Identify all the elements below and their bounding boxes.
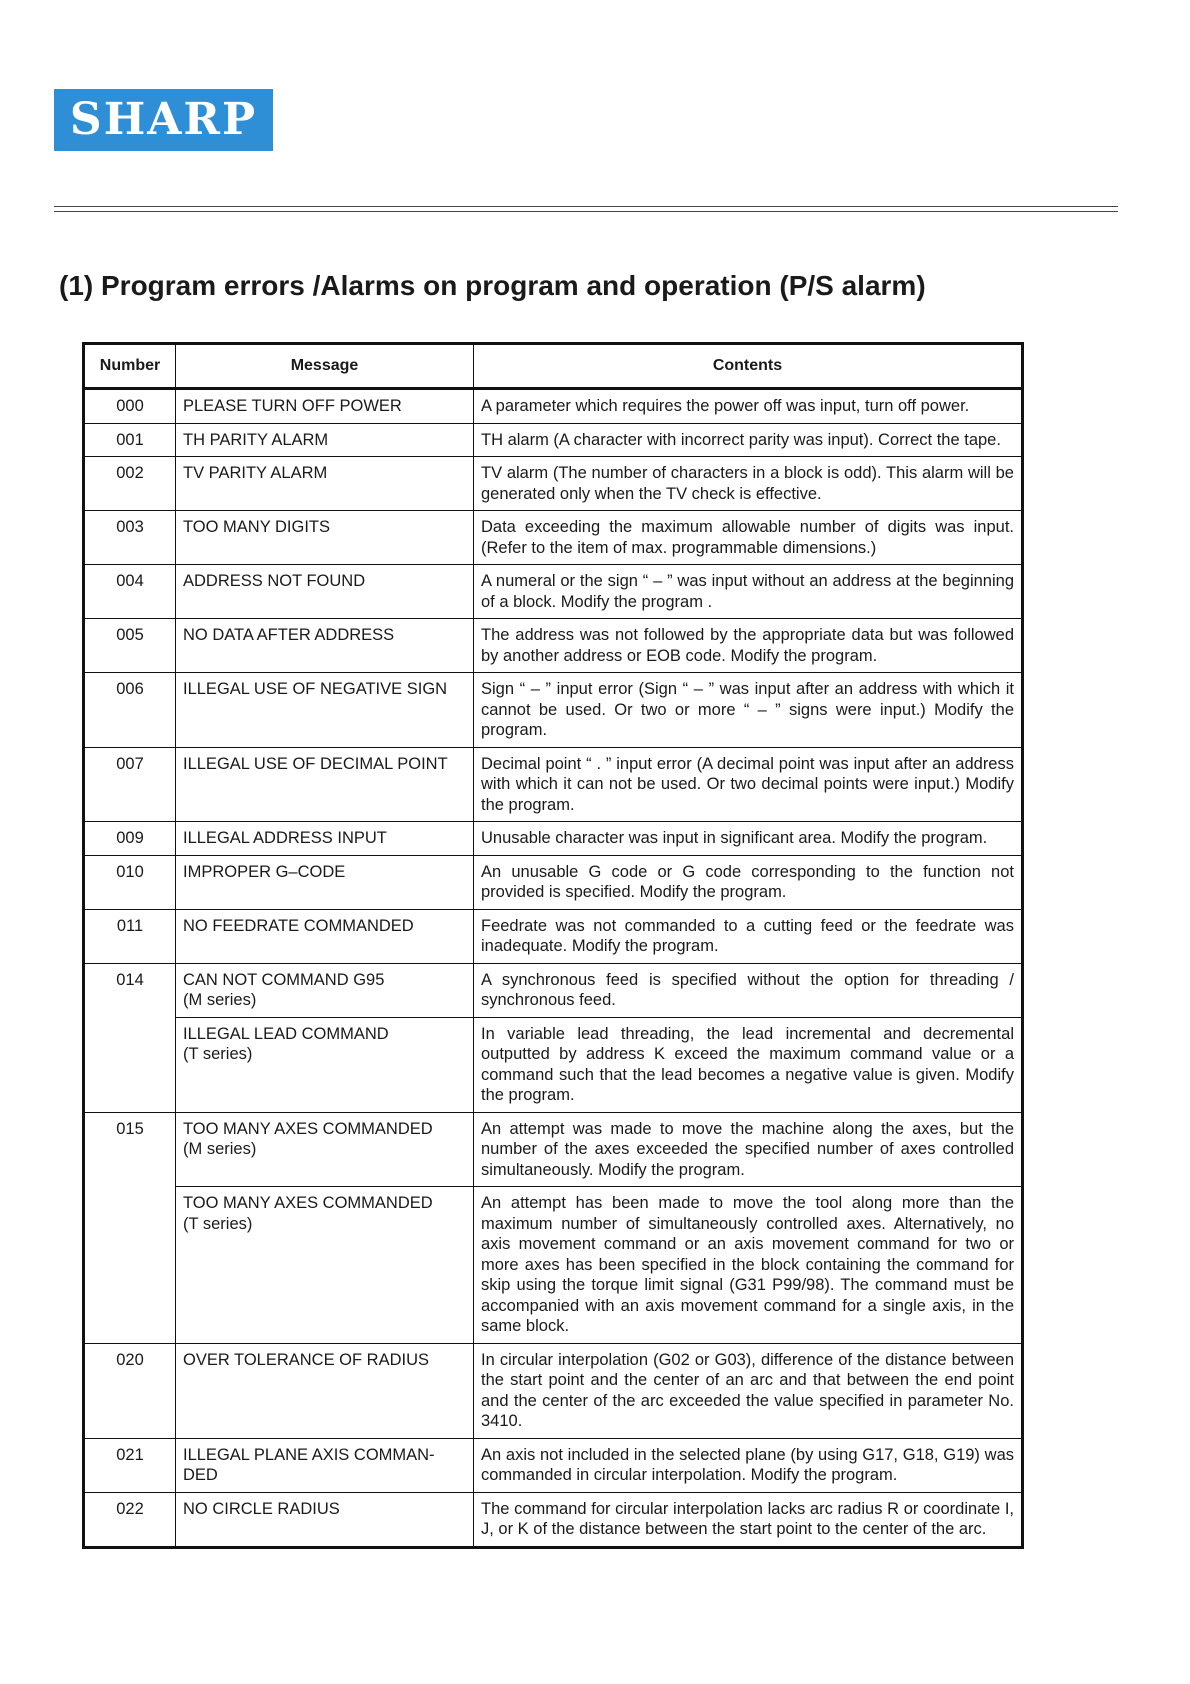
alarm-message: TOO MANY DIGITS (176, 511, 474, 565)
alarm-number: 005 (84, 619, 176, 673)
table-row (84, 855, 1023, 909)
section-title: (1) Program errors /Alarms on program and operation (P/S alarm) (59, 270, 926, 301)
alarm-contents: Feedrate was not commanded to a cutting feed or the feedrate was inadequate. Modify the program. (474, 909, 1023, 963)
alarm-contents: In circular interpolation (G02 or G03), difference of the distance between the start point and the center of an arc and that between the end point and the center of the arc exceeded the value specified in parameter No. 3410. (474, 1343, 1023, 1438)
alarm-number: 004 (84, 565, 176, 619)
alarm-contents: An attempt has been made to move the tool along more than the maximum number of simultaneously controlled axes. Alternatively, no axis movement command or an axis movement command for two or more axes has been specified in the block containing the command for skip using the torque limit signal (G31 P99/98). The command must be accompanied with an axis movement command for a single axis, in the same block. (474, 1187, 1023, 1344)
alarm-number: 003 (84, 511, 176, 565)
alarm-number: 010 (84, 855, 176, 909)
alarm-message: TV PARITY ALARM (176, 457, 474, 511)
alarm-contents: A synchronous feed is specified without the option for threading / synchronous feed. (474, 963, 1023, 1017)
table-row (84, 1017, 1023, 1112)
alarm-message: IMPROPER G–CODE (176, 855, 474, 909)
alarm-contents: Sign “ – ” input error (Sign “ – ” was input after an address with which it cannot be used. Or two or more “ – ” signs were input.) Modify the program. (474, 673, 1023, 748)
table-row (84, 1492, 1023, 1547)
table-row (84, 565, 1023, 619)
alarm-message: TH PARITY ALARM (176, 423, 474, 457)
table-row (84, 1187, 1023, 1344)
alarm-message: OVER TOLERANCE OF RADIUS (176, 1343, 474, 1438)
alarm-number: 006 (84, 673, 176, 748)
sharp-logo (54, 89, 273, 151)
table-row (84, 1112, 1023, 1187)
alarm-message (176, 1017, 474, 1112)
alarm-number: 001 (84, 423, 176, 457)
alarm-number: 002 (84, 457, 176, 511)
header-contents: Contents (474, 344, 1023, 389)
alarm-message (176, 963, 474, 1017)
alarm-message: ADDRESS NOT FOUND (176, 565, 474, 619)
alarm-contents: The address was not followed by the appropriate data but was followed by another address or EOB code. Modify the program. (474, 619, 1023, 673)
table-row (84, 1438, 1023, 1492)
alarm-message (176, 1438, 474, 1492)
alarm-message: ILLEGAL USE OF NEGATIVE SIGN (176, 673, 474, 748)
table-row (84, 909, 1023, 963)
alarm-contents: An unusable G code or G code corresponding to the function not provided is specified. Modify the program. (474, 855, 1023, 909)
alarm-message-text: CAN NOT COMMAND G95 (183, 970, 385, 989)
alarm-contents: TV alarm (The number of characters in a block is odd). This alarm will be generated only when the TV check is effective. (474, 457, 1023, 511)
table-row (84, 673, 1023, 748)
alarm-number: 009 (84, 822, 176, 856)
alarm-contents: Decimal point “ . ” input error (A decimal point was input after an address with which it can not be used. Or two decimal points were input.) Modify the program. (474, 747, 1023, 822)
table-header-row (84, 344, 1023, 389)
table-row (84, 747, 1023, 822)
alarm-contents: Unusable character was input in significant area. Modify the program. (474, 822, 1023, 856)
table-row (84, 389, 1023, 424)
alarm-contents: The command for circular interpolation lacks arc radius R or coordinate I, J, or K of the distance between the start point to the center of the arc. (474, 1492, 1023, 1547)
table-row (84, 511, 1023, 565)
alarm-number: 011 (84, 909, 176, 963)
alarm-number: 007 (84, 747, 176, 822)
alarm-series: (T series) (183, 1214, 253, 1233)
table-row (84, 423, 1023, 457)
header-divider (54, 206, 1118, 212)
alarm-message: NO CIRCLE RADIUS (176, 1492, 474, 1547)
logo-text: SHARP (69, 94, 258, 145)
alarm-message: NO DATA AFTER ADDRESS (176, 619, 474, 673)
table-row (84, 457, 1023, 511)
alarm-message: ILLEGAL USE OF DECIMAL POINT (176, 747, 474, 822)
alarm-message (176, 1187, 474, 1344)
alarm-contents: A numeral or the sign “ – ” was input without an address at the beginning of a block. Modify the program . (474, 565, 1023, 619)
table-row (84, 822, 1023, 856)
table-row (84, 1343, 1023, 1438)
alarm-message-text: ILLEGAL LEAD COMMAND (183, 1024, 389, 1043)
alarm-message (176, 1112, 474, 1187)
alarm-message: NO FEEDRATE COMMANDED (176, 909, 474, 963)
alarm-message-text: TOO MANY AXES COMMANDED (183, 1119, 433, 1138)
alarm-contents: Data exceeding the maximum allowable number of digits was input. (Refer to the item of max. programmable dimensions.) (474, 511, 1023, 565)
alarm-number: 000 (84, 389, 176, 424)
alarm-series: (M series) (183, 991, 257, 1009)
alarm-message: ILLEGAL ADDRESS INPUT (176, 822, 474, 856)
header-message: Message (176, 344, 474, 389)
alarm-number: 014 (84, 963, 176, 1112)
alarm-table (82, 342, 1024, 1549)
alarm-message-text: ILLEGAL PLANE AXIS COMMAN- (183, 1445, 435, 1464)
alarm-series: (T series) (183, 1045, 253, 1063)
table-row (84, 963, 1023, 1017)
table-row (84, 619, 1023, 673)
alarm-number: 022 (84, 1492, 176, 1547)
alarm-contents: An attempt was made to move the machine along the axes, but the number of the axes exceeded the specified number of axes controlled simultaneously. Modify the program. (474, 1112, 1023, 1187)
alarm-number: 020 (84, 1343, 176, 1438)
alarm-contents: An axis not included in the selected plane (by using G17, G18, G19) was commanded in circular interpolation. Modify the program. (474, 1438, 1023, 1492)
alarm-contents: In variable lead threading, the lead incremental and decremental outputted by address K exceed the maximum command value or a command such that the lead becomes a negative value is given. Modify the program. (474, 1017, 1023, 1112)
alarm-number: 021 (84, 1438, 176, 1492)
alarm-number: 015 (84, 1112, 176, 1343)
alarm-series: (M series) (183, 1140, 257, 1158)
alarm-message-text: TOO MANY AXES COMMANDED (183, 1194, 433, 1212)
alarm-contents: TH alarm (A character with incorrect parity was input). Correct the tape. (474, 423, 1023, 457)
alarm-contents: A parameter which requires the power off was input, turn off power. (474, 389, 1023, 424)
alarm-message-text-line2: DED (183, 1466, 218, 1484)
header-number: Number (84, 344, 176, 389)
alarm-message: PLEASE TURN OFF POWER (176, 389, 474, 424)
